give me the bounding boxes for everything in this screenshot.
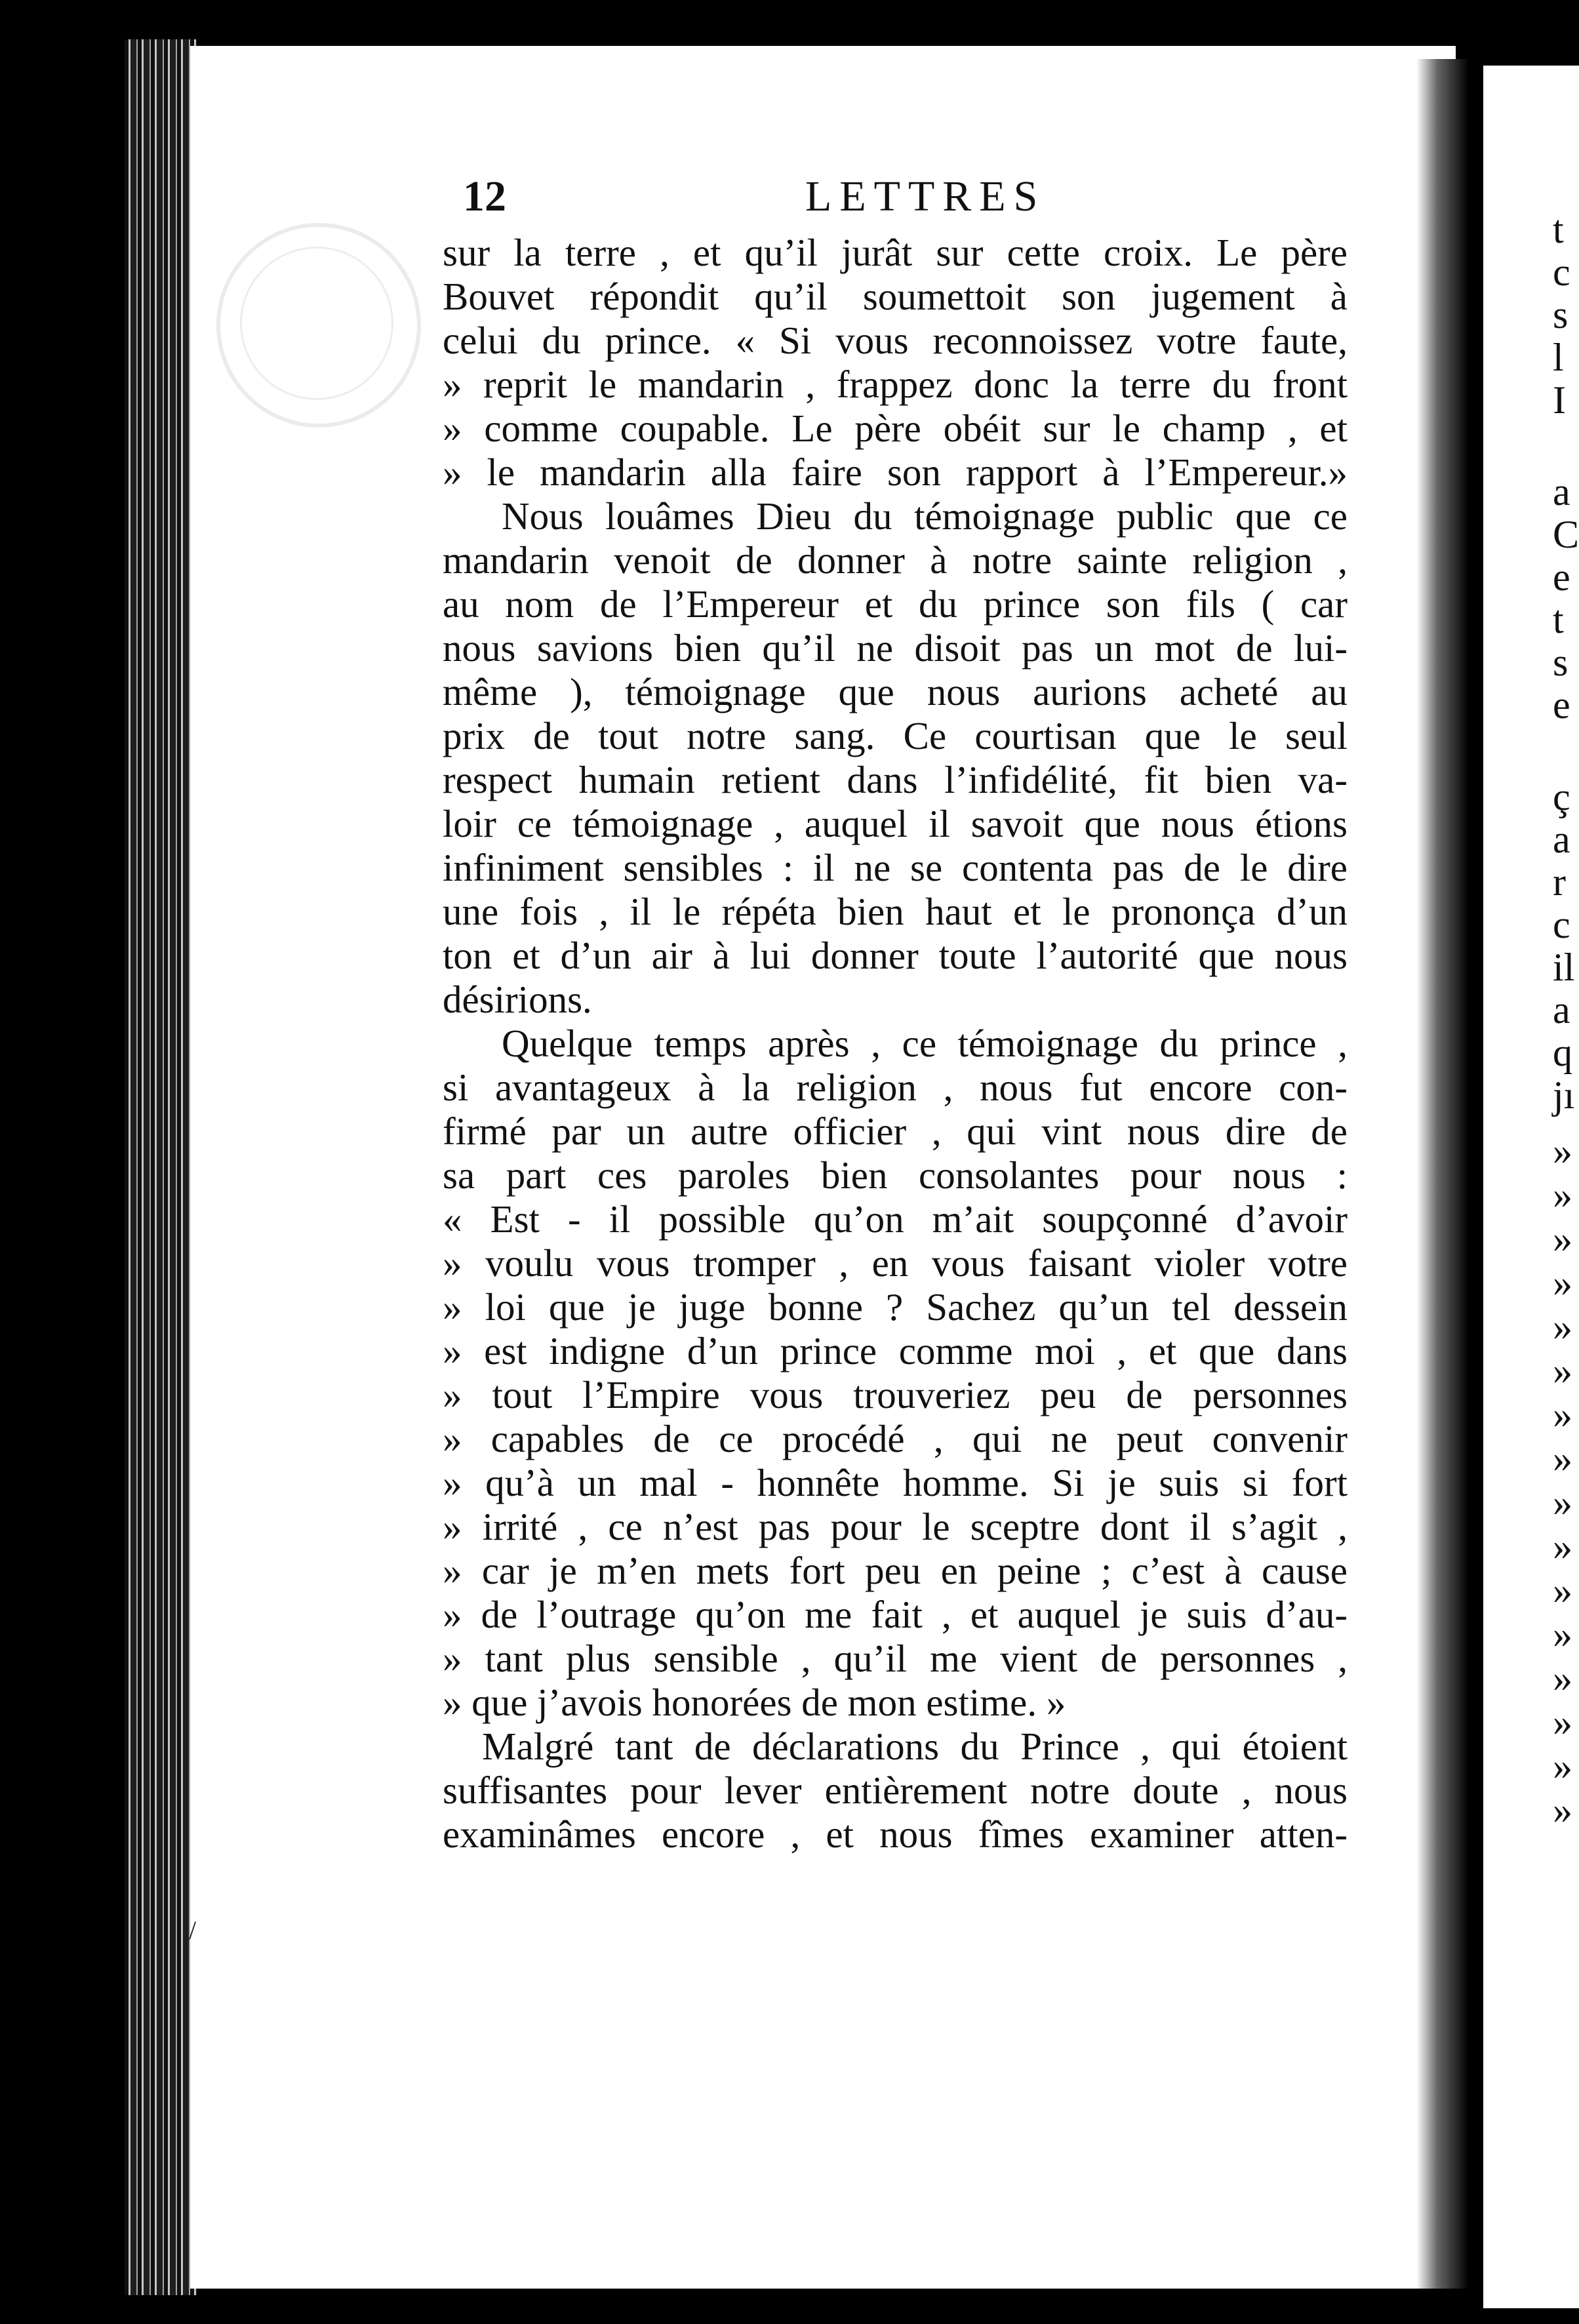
facing-page-fragment: » [1553, 1129, 1572, 1172]
page-number: 12 [463, 172, 506, 220]
facing-page-fragment: jı [1553, 1073, 1575, 1117]
facing-page-fragment: C [1553, 513, 1579, 556]
text-line: loir ce témoignage , auquel il savoit que nous étions [443, 802, 1348, 845]
facing-page-fragment: r [1553, 860, 1566, 904]
facing-page-fragment: » [1553, 1525, 1572, 1568]
running-title: LETTRES [805, 172, 1046, 220]
facing-page-fragment: » [1553, 1349, 1572, 1392]
text-line: » qu’à un mal - honnête homme. Si je suis si fort [443, 1461, 1348, 1504]
facing-page-fragment: » [1553, 1656, 1572, 1700]
text-line: si avantageux à la religion , nous fut encore con- [443, 1066, 1348, 1109]
facing-page-fragment: t [1553, 598, 1564, 641]
text-line: Nous louâmes Dieu du témoignage public que ce [502, 494, 1348, 538]
running-head [0, 172, 1579, 224]
facing-page-fragment: » [1553, 1261, 1572, 1304]
text-line: sur la terre , et qu’il jurât sur cette croix. Le père [443, 231, 1348, 274]
text-line: respect humain retient dans l’infidélité, fit bien va- [443, 758, 1348, 801]
facing-page-fragment: a [1553, 988, 1570, 1032]
text-line: » reprit le mandarin , frappez donc la terre du front [443, 363, 1348, 406]
text-line: sa part ces paroles bien consolantes pour nous : [443, 1153, 1348, 1197]
text-line: » tant plus sensible , qu’il me vient de personnes , [443, 1637, 1348, 1680]
text-line: ton et d’un air à lui donner toute l’autorité que nous [443, 934, 1348, 977]
facing-page-fragment: a [1553, 470, 1570, 513]
facing-page-fragment: e [1553, 683, 1570, 727]
text-line: celui du prince. « Si vous reconnoissez votre faute, [443, 319, 1348, 362]
text-line: nous savions bien qu’il ne disoit pas un mot de lui- [443, 626, 1348, 670]
text-line: Quelque temps après , ce témoignage du prince , [502, 1022, 1348, 1065]
facing-page-fragment: » [1553, 1613, 1572, 1656]
text-line: » est indigne d’un prince comme moi , et que dans [443, 1329, 1348, 1372]
text-line: au nom de l’Empereur et du prince son fils ( car [443, 582, 1348, 626]
facing-page-fragment: c [1553, 903, 1570, 946]
facing-page-fragment: » [1553, 1217, 1572, 1260]
text-line: » loi que je juge bonne ? Sachez qu’un tel dessein [443, 1285, 1348, 1329]
text-line: « Est - il possible qu’on m’ait soupçonné d’avoir [443, 1197, 1348, 1241]
text-line: » car je m’en mets fort peu en peine ; c’est à cause [443, 1549, 1348, 1592]
text-line: » irrité , ce n’est pas pour le sceptre dont il s’agit , [443, 1505, 1348, 1548]
text-line: suffisantes pour lever entièrement notre doute , nous [443, 1769, 1348, 1812]
facing-page-fragment: » [1553, 1305, 1572, 1348]
text-line: Malgré tant de déclarations du Prince , qui étoient [482, 1725, 1348, 1768]
facing-page-fragment: e [1553, 555, 1570, 599]
text-line: firmé par un autre officier , qui vint nous dire de [443, 1110, 1348, 1153]
facing-page-fragment: I [1553, 378, 1566, 422]
facing-page-fragment: q [1553, 1031, 1572, 1074]
facing-page-fragment: s [1553, 293, 1569, 336]
book-binding [125, 39, 197, 2295]
text-line: désirions. [443, 978, 592, 1021]
facing-page-fragment: il [1553, 946, 1575, 989]
facing-page-fragment: c [1553, 250, 1570, 294]
facing-page-fragment: » [1553, 1569, 1572, 1612]
text-line: mandarin venoit de donner à notre sainte religion , [443, 538, 1348, 582]
ink-speck: / [189, 1915, 197, 1945]
facing-page-fragment: ç [1553, 775, 1570, 818]
text-line: » de l’outrage qu’on me fait , et auquel je suis d’au- [443, 1593, 1348, 1636]
facing-page-fragment: » [1553, 1173, 1572, 1216]
facing-page-fragment: » [1553, 1788, 1572, 1832]
library-stamp [216, 223, 421, 428]
text-line: même ), témoignage que nous aurions acheté au [443, 670, 1348, 713]
text-line: » voulu vous tromper , en vous faisant violer votre [443, 1241, 1348, 1285]
facing-page-fragment: s [1553, 641, 1569, 684]
text-line: prix de tout notre sang. Ce courtisan que le seul [443, 714, 1348, 757]
facing-page-fragment: » [1553, 1393, 1572, 1436]
facing-page-fragment: » [1553, 1481, 1572, 1524]
text-line: » le mandarin alla faire son rapport à l’Empereur.» [443, 451, 1348, 494]
facing-page-fragment: a [1553, 818, 1570, 861]
facing-page-fragment: t [1553, 208, 1564, 251]
text-line: infiniment sensibles : il ne se contenta pas de le dire [443, 846, 1348, 889]
text-line: » que j’avois honorées de mon estime. » [443, 1681, 1066, 1724]
facing-page-fragment: » [1553, 1437, 1572, 1480]
text-line: une fois , il le répéta bien haut et le prononça d’un [443, 890, 1348, 933]
text-line: Bouvet répondit qu’il soumettoit son jugement à [443, 275, 1348, 318]
body-text [443, 231, 1348, 1856]
text-line: » capables de ce procédé , qui ne peut convenir [443, 1417, 1348, 1460]
facing-page-fragment: » [1553, 1700, 1572, 1744]
facing-page-fragment: » [1553, 1744, 1572, 1788]
library-stamp-inner-ring [240, 247, 393, 400]
text-line: » comme coupable. Le père obéit sur le champ , et [443, 407, 1348, 450]
page-gutter-shadow [1416, 59, 1469, 2289]
text-line: examinâmes encore , et nous fîmes examiner atten- [443, 1813, 1348, 1856]
facing-page-fragment: l [1553, 336, 1564, 379]
text-line: » tout l’Empire vous trouveriez peu de personnes [443, 1373, 1348, 1416]
